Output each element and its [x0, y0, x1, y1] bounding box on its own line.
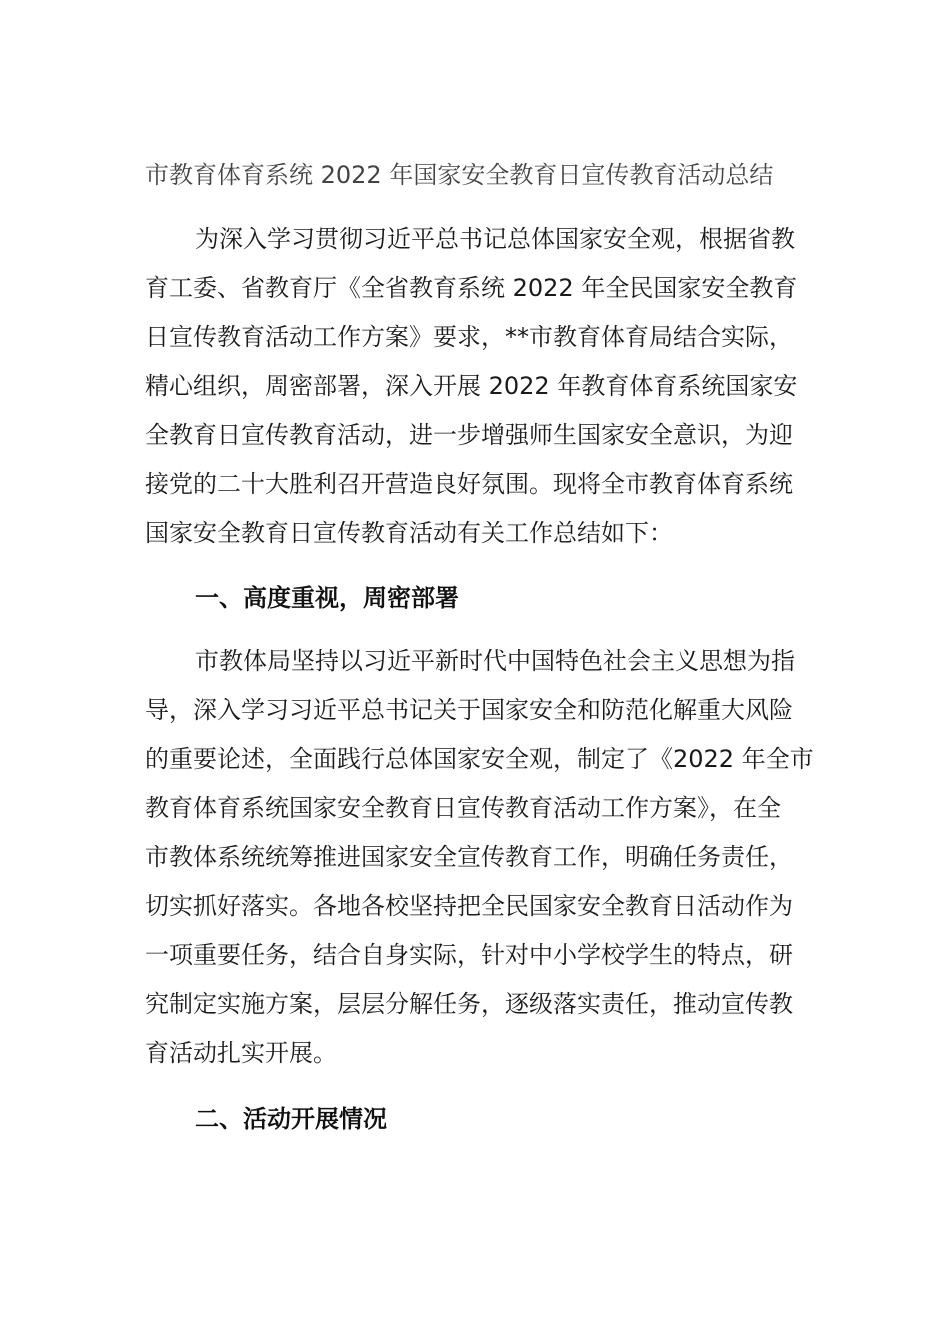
intro-line-3: 日宣传教育活动工作方案》要求，**市教育体育局结合实际，	[145, 323, 793, 351]
intro-line-7: 国家安全教育日宣传教育活动有关工作总结如下：	[145, 519, 673, 547]
section-1-line-5: 市教体系统统筹推进国家安全宣传教育工作，明确任务责任，	[145, 843, 793, 871]
intro-line-6: 接党的二十大胜利召开营造良好氛围。现将全市教育体育系统	[145, 470, 793, 498]
document-title: 市教育体育系统 2022 年国家安全教育日宣传教育活动总结	[145, 161, 774, 189]
section-1-line-6: 切实抓好落实。各地各校坚持把全民国家安全教育日活动作为	[145, 892, 793, 920]
section-1-line-3: 的重要论述，全面践行总体国家安全观，制定了《2022 年全市	[145, 745, 814, 773]
intro-line-5: 全教育日宣传教育活动，进一步增强师生国家安全意识，为迎	[145, 421, 793, 449]
section-1-heading: 一、高度重视，周密部署	[195, 584, 459, 612]
section-1-line-8: 究制定实施方案，层层分解任务，逐级落实责任，推动宣传教	[145, 990, 793, 1018]
intro-line-1: 为深入学习贯彻习近平总书记总体国家安全观，根据省教	[195, 225, 795, 253]
section-1-line-7: 一项重要任务，结合自身实际，针对中小学校学生的特点，研	[145, 941, 793, 969]
section-1-line-1: 市教体局坚持以习近平新时代中国特色社会主义思想为指	[195, 647, 795, 675]
section-1-line-2: 导，深入学习习近平总书记关于国家安全和防范化解重大风险	[145, 696, 793, 724]
intro-line-2: 育工委、省教育厅《全省教育系统 2022 年全民国家安全教育	[145, 274, 798, 302]
section-1-line-4: 教育体育系统国家安全教育日宣传教育活动工作方案》，在全	[145, 794, 781, 822]
section-1-line-9: 育活动扎实开展。	[145, 1039, 337, 1067]
section-2-heading: 二、活动开展情况	[195, 1105, 387, 1133]
intro-line-4: 精心组织，周密部署，深入开展 2022 年教育体育系统国家安	[145, 372, 798, 400]
